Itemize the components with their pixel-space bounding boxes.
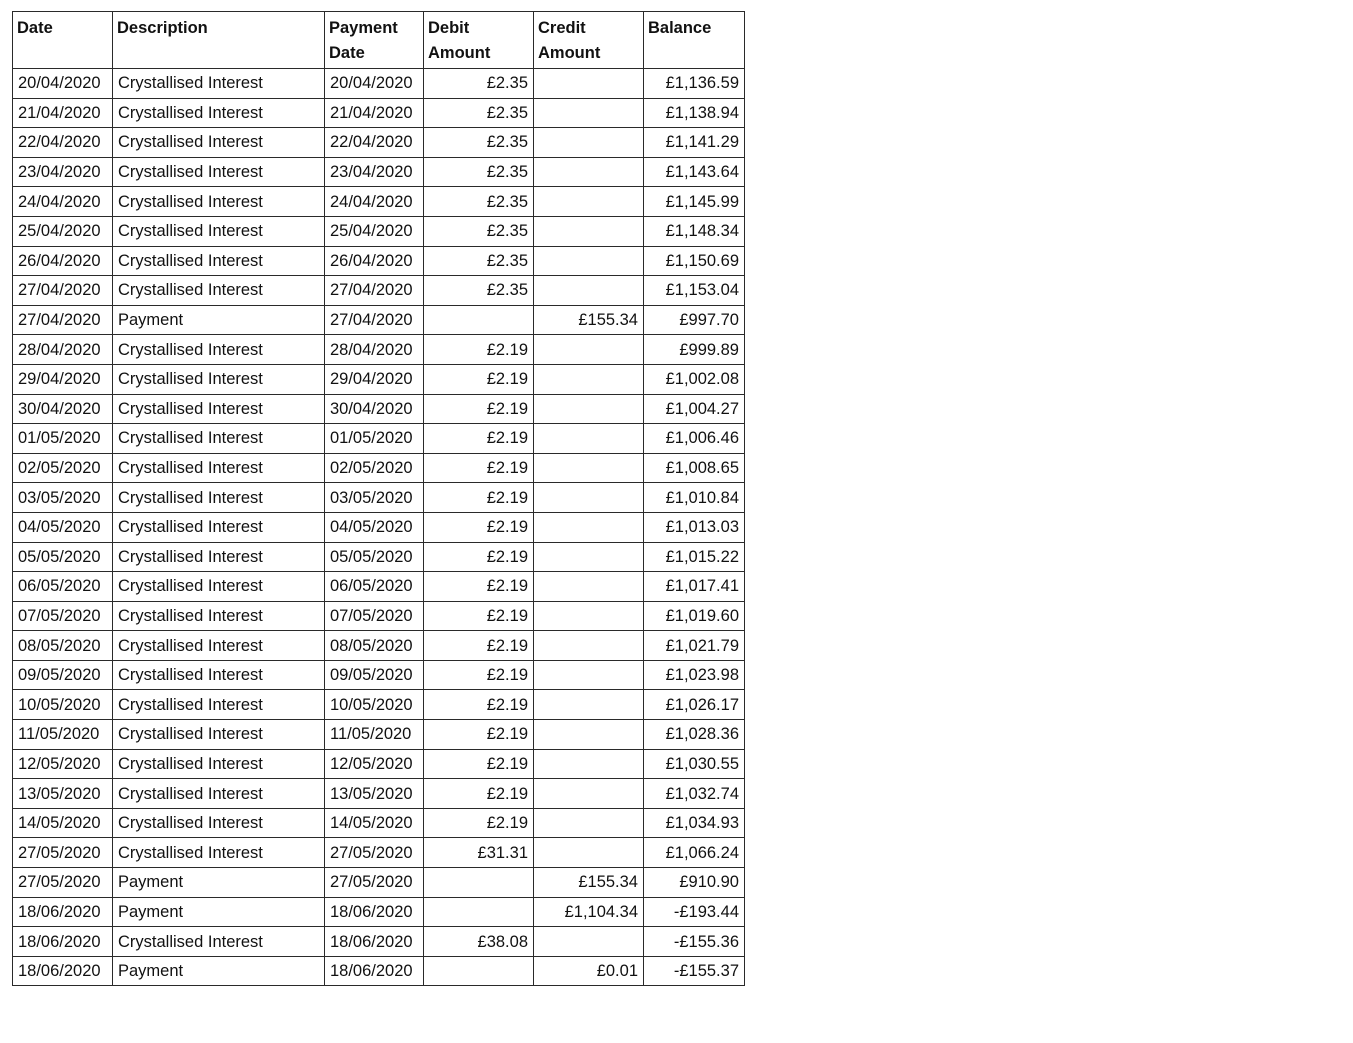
cell-debit-amount: £38.08: [424, 927, 534, 957]
cell-debit-amount: £2.35: [424, 246, 534, 276]
cell-payment-date: 02/05/2020: [325, 453, 424, 483]
cell-payment-date: 27/04/2020: [325, 276, 424, 306]
cell-description: Crystallised Interest: [113, 453, 325, 483]
table-row: [13, 394, 745, 424]
cell-date: 21/04/2020: [13, 98, 113, 128]
cell-date: 02/05/2020: [13, 453, 113, 483]
cell-description: Crystallised Interest: [113, 364, 325, 394]
cell-credit-amount: [534, 927, 644, 957]
table-row: [13, 453, 745, 483]
cell-credit-amount: £155.34: [534, 305, 644, 335]
cell-date: 18/06/2020: [13, 897, 113, 927]
cell-debit-amount: [424, 305, 534, 335]
cell-payment-date: 18/06/2020: [325, 956, 424, 986]
cell-credit-amount: [534, 631, 644, 661]
cell-balance: £997.70: [644, 305, 745, 335]
cell-date: 22/04/2020: [13, 128, 113, 158]
cell-credit-amount: [534, 98, 644, 128]
cell-debit-amount: £2.19: [424, 453, 534, 483]
cell-date: 27/04/2020: [13, 276, 113, 306]
cell-debit-amount: £2.19: [424, 542, 534, 572]
cell-debit-amount: £2.19: [424, 779, 534, 809]
cell-payment-date: 01/05/2020: [325, 424, 424, 454]
cell-payment-date: 21/04/2020: [325, 98, 424, 128]
cell-description: Crystallised Interest: [113, 394, 325, 424]
cell-date: 11/05/2020: [13, 720, 113, 750]
table-body: [13, 69, 745, 986]
cell-credit-amount: [534, 157, 644, 187]
cell-description: Crystallised Interest: [113, 779, 325, 809]
cell-balance: £910.90: [644, 868, 745, 898]
cell-description: Crystallised Interest: [113, 838, 325, 868]
cell-debit-amount: £2.35: [424, 157, 534, 187]
cell-debit-amount: £2.35: [424, 216, 534, 246]
cell-balance: £1,034.93: [644, 808, 745, 838]
cell-credit-amount: [534, 690, 644, 720]
cell-credit-amount: [534, 660, 644, 690]
cell-date: 13/05/2020: [13, 779, 113, 809]
cell-credit-amount: £1,104.34: [534, 897, 644, 927]
cell-description: Crystallised Interest: [113, 483, 325, 513]
cell-date: 25/04/2020: [13, 216, 113, 246]
cell-credit-amount: [534, 335, 644, 365]
cell-payment-date: 18/06/2020: [325, 927, 424, 957]
cell-payment-date: 28/04/2020: [325, 335, 424, 365]
cell-debit-amount: £2.19: [424, 690, 534, 720]
cell-description: Payment: [113, 305, 325, 335]
cell-credit-amount: [534, 216, 644, 246]
cell-description: Crystallised Interest: [113, 216, 325, 246]
header-credit-amount: Credit Amount: [534, 12, 644, 69]
table-row: [13, 542, 745, 572]
cell-date: 30/04/2020: [13, 394, 113, 424]
cell-balance: £1,150.69: [644, 246, 745, 276]
cell-balance: £1,002.08: [644, 364, 745, 394]
cell-description: Payment: [113, 897, 325, 927]
cell-date: 07/05/2020: [13, 601, 113, 631]
cell-description: Crystallised Interest: [113, 927, 325, 957]
cell-description: Crystallised Interest: [113, 128, 325, 158]
cell-description: Crystallised Interest: [113, 808, 325, 838]
cell-description: Crystallised Interest: [113, 660, 325, 690]
table-row: [13, 512, 745, 542]
cell-debit-amount: £2.19: [424, 631, 534, 661]
cell-credit-amount: £155.34: [534, 868, 644, 898]
cell-date: 12/05/2020: [13, 749, 113, 779]
table-row: [13, 335, 745, 365]
cell-date: 03/05/2020: [13, 483, 113, 513]
table-row: [13, 305, 745, 335]
header-debit-amount: Debit Amount: [424, 12, 534, 69]
table-row: [13, 601, 745, 631]
cell-payment-date: 04/05/2020: [325, 512, 424, 542]
cell-balance: £1,153.04: [644, 276, 745, 306]
cell-credit-amount: [534, 601, 644, 631]
cell-payment-date: 07/05/2020: [325, 601, 424, 631]
transactions-table: [12, 11, 745, 986]
cell-balance: £1,141.29: [644, 128, 745, 158]
cell-date: 26/04/2020: [13, 246, 113, 276]
cell-date: 08/05/2020: [13, 631, 113, 661]
table-row: [13, 572, 745, 602]
cell-balance: £999.89: [644, 335, 745, 365]
cell-description: Payment: [113, 868, 325, 898]
cell-credit-amount: [534, 808, 644, 838]
cell-debit-amount: £2.19: [424, 364, 534, 394]
table-row: [13, 808, 745, 838]
cell-debit-amount: £2.19: [424, 483, 534, 513]
cell-description: Payment: [113, 956, 325, 986]
cell-date: 18/06/2020: [13, 956, 113, 986]
cell-credit-amount: [534, 838, 644, 868]
table-row: [13, 631, 745, 661]
cell-credit-amount: £0.01: [534, 956, 644, 986]
table-row: [13, 956, 745, 986]
table-row: [13, 364, 745, 394]
cell-credit-amount: [534, 364, 644, 394]
cell-date: 18/06/2020: [13, 927, 113, 957]
cell-date: 04/05/2020: [13, 512, 113, 542]
cell-balance: £1,138.94: [644, 98, 745, 128]
cell-balance: £1,004.27: [644, 394, 745, 424]
cell-description: Crystallised Interest: [113, 572, 325, 602]
cell-balance: -£155.37: [644, 956, 745, 986]
cell-description: Crystallised Interest: [113, 601, 325, 631]
cell-payment-date: 06/05/2020: [325, 572, 424, 602]
cell-description: Crystallised Interest: [113, 749, 325, 779]
cell-credit-amount: [534, 69, 644, 99]
cell-balance: £1,032.74: [644, 779, 745, 809]
cell-debit-amount: £2.19: [424, 601, 534, 631]
cell-date: 05/05/2020: [13, 542, 113, 572]
cell-payment-date: 03/05/2020: [325, 483, 424, 513]
table-row: [13, 868, 745, 898]
cell-date: 09/05/2020: [13, 660, 113, 690]
cell-description: Crystallised Interest: [113, 424, 325, 454]
cell-description: Crystallised Interest: [113, 690, 325, 720]
cell-payment-date: 10/05/2020: [325, 690, 424, 720]
cell-balance: £1,028.36: [644, 720, 745, 750]
cell-credit-amount: [534, 128, 644, 158]
cell-balance: £1,026.17: [644, 690, 745, 720]
cell-debit-amount: £2.19: [424, 335, 534, 365]
cell-payment-date: 11/05/2020: [325, 720, 424, 750]
cell-description: Crystallised Interest: [113, 69, 325, 99]
cell-credit-amount: [534, 572, 644, 602]
cell-credit-amount: [534, 749, 644, 779]
cell-balance: £1,006.46: [644, 424, 745, 454]
table-row: [13, 187, 745, 217]
cell-debit-amount: £2.19: [424, 720, 534, 750]
cell-balance: -£155.36: [644, 927, 745, 957]
cell-credit-amount: [534, 720, 644, 750]
cell-debit-amount: £2.19: [424, 512, 534, 542]
table-row: [13, 483, 745, 513]
cell-credit-amount: [534, 542, 644, 572]
cell-balance: £1,013.03: [644, 512, 745, 542]
cell-payment-date: 26/04/2020: [325, 246, 424, 276]
cell-description: Crystallised Interest: [113, 276, 325, 306]
cell-payment-date: 29/04/2020: [325, 364, 424, 394]
cell-description: Crystallised Interest: [113, 187, 325, 217]
cell-description: Crystallised Interest: [113, 246, 325, 276]
header-date: Date: [13, 12, 113, 69]
cell-payment-date: 24/04/2020: [325, 187, 424, 217]
cell-date: 20/04/2020: [13, 69, 113, 99]
table-header-row: [13, 12, 745, 69]
cell-balance: £1,019.60: [644, 601, 745, 631]
cell-date: 06/05/2020: [13, 572, 113, 602]
cell-payment-date: 25/04/2020: [325, 216, 424, 246]
cell-balance: £1,066.24: [644, 838, 745, 868]
cell-debit-amount: [424, 897, 534, 927]
table-row: [13, 660, 745, 690]
cell-balance: £1,021.79: [644, 631, 745, 661]
cell-payment-date: 18/06/2020: [325, 897, 424, 927]
cell-date: 24/04/2020: [13, 187, 113, 217]
cell-date: 23/04/2020: [13, 157, 113, 187]
cell-date: 14/05/2020: [13, 808, 113, 838]
cell-debit-amount: £2.35: [424, 98, 534, 128]
cell-debit-amount: £2.19: [424, 660, 534, 690]
cell-description: Crystallised Interest: [113, 157, 325, 187]
cell-date: 29/04/2020: [13, 364, 113, 394]
cell-payment-date: 12/05/2020: [325, 749, 424, 779]
cell-payment-date: 08/05/2020: [325, 631, 424, 661]
cell-debit-amount: £2.35: [424, 69, 534, 99]
cell-description: Crystallised Interest: [113, 512, 325, 542]
cell-description: Crystallised Interest: [113, 720, 325, 750]
cell-payment-date: 27/04/2020: [325, 305, 424, 335]
cell-debit-amount: £2.35: [424, 276, 534, 306]
cell-balance: -£193.44: [644, 897, 745, 927]
cell-balance: £1,015.22: [644, 542, 745, 572]
header-description: Description: [113, 12, 325, 69]
cell-credit-amount: [534, 483, 644, 513]
cell-balance: £1,030.55: [644, 749, 745, 779]
cell-debit-amount: £2.19: [424, 424, 534, 454]
cell-payment-date: 27/05/2020: [325, 868, 424, 898]
cell-payment-date: 14/05/2020: [325, 808, 424, 838]
table-row: [13, 424, 745, 454]
table-row: [13, 897, 745, 927]
cell-balance: £1,145.99: [644, 187, 745, 217]
cell-balance: £1,017.41: [644, 572, 745, 602]
table-row: [13, 157, 745, 187]
cell-credit-amount: [534, 512, 644, 542]
cell-debit-amount: £2.19: [424, 749, 534, 779]
cell-balance: £1,008.65: [644, 453, 745, 483]
cell-credit-amount: [534, 276, 644, 306]
cell-date: 10/05/2020: [13, 690, 113, 720]
cell-payment-date: 23/04/2020: [325, 157, 424, 187]
table-row: [13, 779, 745, 809]
cell-balance: £1,010.84: [644, 483, 745, 513]
cell-debit-amount: £2.19: [424, 394, 534, 424]
table-row: [13, 276, 745, 306]
cell-credit-amount: [534, 187, 644, 217]
cell-description: Crystallised Interest: [113, 542, 325, 572]
cell-payment-date: 13/05/2020: [325, 779, 424, 809]
cell-date: 27/05/2020: [13, 868, 113, 898]
cell-credit-amount: [534, 246, 644, 276]
cell-debit-amount: £2.19: [424, 808, 534, 838]
table-row: [13, 128, 745, 158]
cell-date: 27/05/2020: [13, 838, 113, 868]
cell-payment-date: 20/04/2020: [325, 69, 424, 99]
cell-date: 28/04/2020: [13, 335, 113, 365]
cell-payment-date: 30/04/2020: [325, 394, 424, 424]
table-row: [13, 246, 745, 276]
cell-balance: £1,148.34: [644, 216, 745, 246]
cell-credit-amount: [534, 453, 644, 483]
cell-balance: £1,023.98: [644, 660, 745, 690]
cell-balance: £1,136.59: [644, 69, 745, 99]
cell-credit-amount: [534, 779, 644, 809]
cell-payment-date: 27/05/2020: [325, 838, 424, 868]
cell-description: Crystallised Interest: [113, 98, 325, 128]
header-payment-date: Payment Date: [325, 12, 424, 69]
cell-debit-amount: [424, 868, 534, 898]
table-row: [13, 927, 745, 957]
table-row: [13, 690, 745, 720]
cell-description: Crystallised Interest: [113, 335, 325, 365]
cell-balance: £1,143.64: [644, 157, 745, 187]
table-row: [13, 720, 745, 750]
cell-debit-amount: £2.35: [424, 128, 534, 158]
table-row: [13, 98, 745, 128]
cell-debit-amount: £31.31: [424, 838, 534, 868]
cell-debit-amount: £2.19: [424, 572, 534, 602]
cell-credit-amount: [534, 394, 644, 424]
cell-payment-date: 22/04/2020: [325, 128, 424, 158]
table-row: [13, 69, 745, 99]
table-row: [13, 749, 745, 779]
cell-payment-date: 05/05/2020: [325, 542, 424, 572]
header-balance: Balance: [644, 12, 745, 69]
cell-date: 01/05/2020: [13, 424, 113, 454]
cell-credit-amount: [534, 424, 644, 454]
cell-payment-date: 09/05/2020: [325, 660, 424, 690]
cell-description: Crystallised Interest: [113, 631, 325, 661]
table-row: [13, 838, 745, 868]
cell-debit-amount: £2.35: [424, 187, 534, 217]
cell-debit-amount: [424, 956, 534, 986]
table-row: [13, 216, 745, 246]
cell-date: 27/04/2020: [13, 305, 113, 335]
